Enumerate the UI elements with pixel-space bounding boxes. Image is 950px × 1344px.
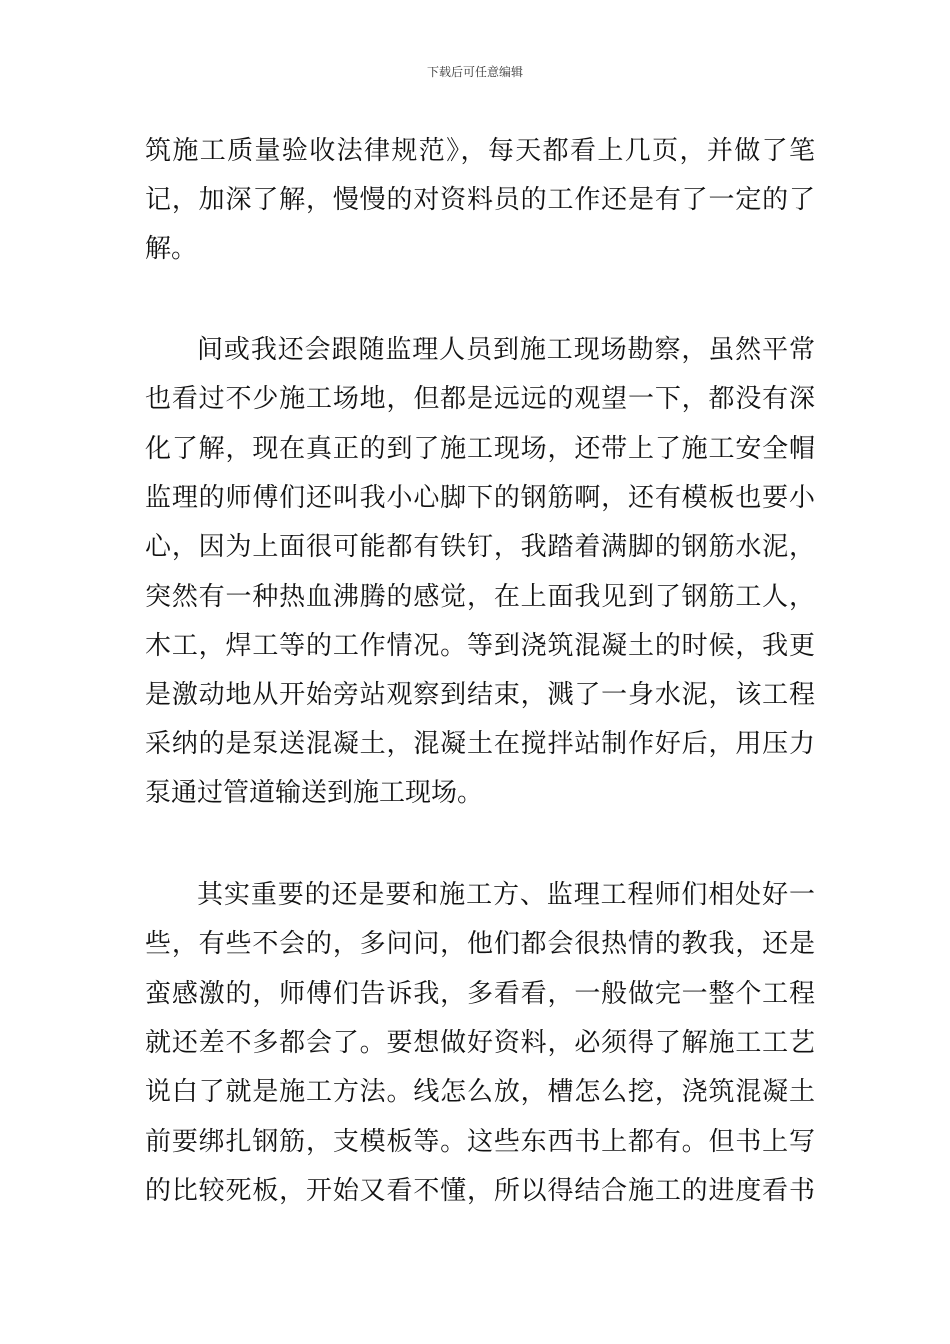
paragraph-line: 是激动地从开始旁站观察到结束，溅了一身水泥，该工程 — [145, 680, 815, 710]
paragraph-line: 解。 — [145, 234, 198, 264]
paragraph-line: 化了解，现在真正的到了施工现场，还带上了施工安全帽 — [145, 434, 815, 464]
paragraph-line: 也看过不少施工场地，但都是远远的观望一下，都没有深 — [145, 384, 815, 414]
paragraph-line: 木工，焊工等的工作情况。等到浇筑混凝土的时候，我更 — [145, 631, 815, 661]
paragraph-line: 记，加深了解，慢慢的对资料员的工作还是有了一定的了 — [145, 185, 815, 215]
page-header: 下载后可任意编辑 — [426, 65, 523, 79]
paragraph-line: 采纳的是泵送混凝土，混凝土在搅拌站制作好后，用压力 — [145, 729, 815, 759]
paragraph-line: 监理的师傅们还叫我小心脚下的钢筋啊，还有模板也要小 — [145, 483, 815, 513]
paragraph-line: 心，因为上面很可能都有铁钉，我踏着满脚的钢筋水泥， — [145, 532, 815, 562]
paragraph-line: 的比较死板，开始又看不懂，所以得结合施工的进度看书 — [145, 1176, 815, 1206]
paragraph-line: 其实重要的还是要和施工方、监理工程师们相处好一 — [197, 880, 815, 910]
paragraph-line: 些，有些不会的，多问问，他们都会很热情的教我，还是 — [145, 929, 815, 959]
paragraph-line: 说白了就是施工方法。线怎么放，槽怎么挖，浇筑混凝土 — [145, 1077, 815, 1107]
paragraph-line: 突然有一种热血沸腾的感觉，在上面我见到了钢筋工人， — [145, 582, 815, 612]
paragraph-line: 就还差不多都会了。要想做好资料，必须得了解施工工艺 — [145, 1028, 815, 1058]
paragraph-line: 蛮感激的，师傅们告诉我，多看看，一般做完一整个工程 — [145, 979, 815, 1009]
paragraph-line: 前要绑扎钢筋，支模板等。这些东西书上都有。但书上写 — [145, 1127, 815, 1157]
paragraph-line: 泵通过管道输送到施工现场。 — [145, 778, 484, 808]
paragraph-line: 筑施工质量验收法律规范》，每天都看上几页，并做了笔 — [145, 136, 815, 166]
paragraph-line: 间或我还会跟随监理人员到施工现场勘察，虽然平常 — [197, 335, 815, 365]
